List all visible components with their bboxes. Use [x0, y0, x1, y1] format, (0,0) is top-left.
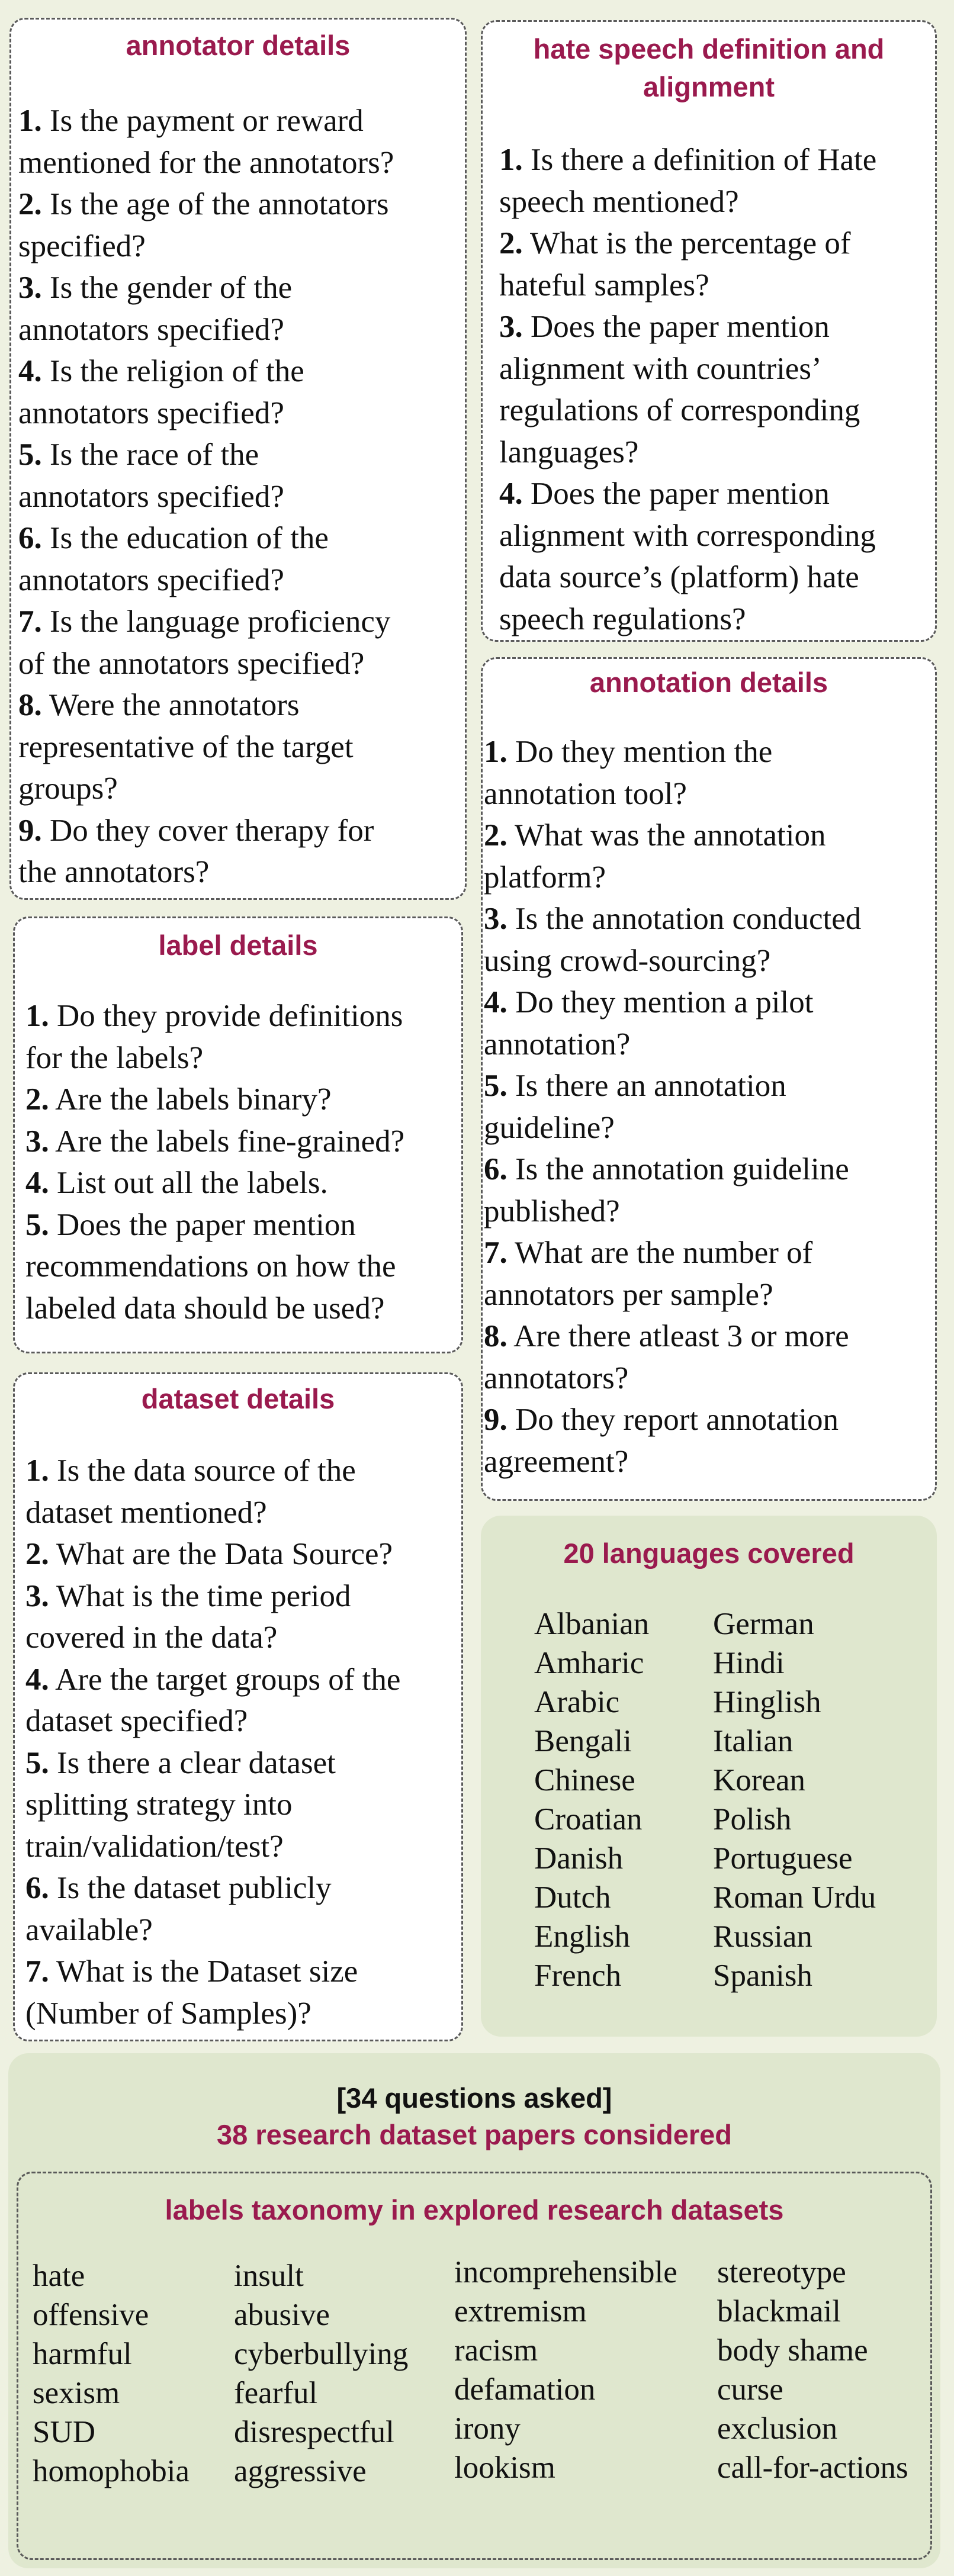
question-text: covered in the data? — [25, 1620, 278, 1655]
question-line-continuation — [18, 643, 394, 685]
annotator-details-title: annotator details — [126, 30, 351, 61]
question-line-continuation — [25, 1909, 400, 1951]
list-item: English — [534, 1919, 630, 1954]
question-line — [18, 100, 394, 142]
question-line — [25, 1450, 400, 1492]
list-item: insult — [234, 2259, 304, 2293]
question-number: 1. — [499, 143, 523, 177]
list-item: abusive — [234, 2298, 330, 2332]
question-line-continuation — [499, 515, 876, 557]
question-number: 3. — [25, 1124, 49, 1159]
question-text: specified? — [18, 229, 146, 263]
question-line-continuation — [18, 226, 394, 268]
list-item: extremism — [454, 2294, 587, 2329]
question-number: 2. — [499, 226, 523, 261]
question-line — [25, 1659, 400, 1701]
question-line — [25, 1951, 400, 1993]
question-text: data source’s (platform) hate — [499, 560, 859, 594]
question-text: recommendations on how the — [25, 1249, 396, 1284]
question-line-continuation — [18, 559, 394, 602]
question-number: 2. — [25, 1082, 49, 1117]
question-line-continuation — [484, 940, 861, 982]
question-text: Is the annotation guideline — [515, 1152, 849, 1186]
question-line — [25, 1533, 400, 1575]
question-number: 3. — [25, 1578, 49, 1613]
question-number: 4. — [25, 1662, 49, 1697]
question-number: 6. — [25, 1871, 49, 1905]
question-number: 3. — [484, 902, 507, 936]
question-line-continuation — [499, 265, 876, 307]
list-item: racism — [454, 2333, 538, 2368]
question-line-continuation — [484, 1358, 861, 1400]
question-text: Do they report annotation — [515, 1403, 839, 1437]
question-text: speech mentioned? — [499, 184, 739, 219]
hate-speech-title-line-1: hate speech definition and — [533, 33, 885, 65]
question-line-continuation — [499, 348, 876, 390]
question-line — [18, 267, 394, 309]
question-line-continuation — [499, 181, 876, 223]
question-text: Is the annotation conducted — [515, 902, 862, 936]
list-item: Roman Urdu — [713, 1880, 876, 1915]
question-text: groups? — [18, 771, 118, 806]
languages-column-2 — [713, 1604, 876, 1995]
question-text: Is there a clear dataset — [57, 1745, 336, 1780]
question-text: mentioned for the annotators? — [18, 145, 394, 180]
list-item: stereotype — [717, 2255, 846, 2289]
question-line — [25, 1867, 400, 1909]
question-line-continuation — [25, 1617, 400, 1659]
question-line — [25, 1742, 400, 1784]
question-text: annotators specified? — [18, 479, 284, 514]
question-line — [18, 810, 394, 852]
question-line — [484, 982, 861, 1024]
question-line — [484, 1149, 861, 1191]
question-line — [18, 184, 394, 226]
list-item: call-for-actions — [717, 2450, 908, 2485]
question-number: 4. — [484, 985, 507, 1020]
annotator-details-box — [9, 18, 467, 900]
question-text: annotation tool? — [484, 776, 687, 811]
question-line — [484, 1399, 861, 1441]
question-line-continuation — [25, 1826, 400, 1868]
question-text: Is the age of the annotators — [50, 187, 389, 221]
list-item: Arabic — [534, 1685, 620, 1719]
question-line-continuation — [25, 1492, 400, 1534]
question-text: Is there a definition of Hate — [531, 143, 877, 177]
question-text: (Number of Samples)? — [25, 1996, 311, 2031]
languages-title: 20 languages covered — [563, 1538, 855, 1569]
list-item: lookism — [454, 2450, 555, 2485]
list-item: body shame — [717, 2333, 868, 2368]
question-number: 6. — [484, 1152, 507, 1186]
question-line-continuation — [484, 1191, 861, 1233]
question-text: Is the gender of the — [50, 271, 293, 305]
question-number: 5. — [25, 1745, 49, 1780]
taxonomy-column-4 — [717, 2253, 908, 2487]
question-line — [25, 995, 404, 1037]
question-line-continuation — [484, 1107, 861, 1149]
taxonomy-column-1 — [33, 2256, 189, 2491]
question-line-continuation — [25, 1700, 400, 1742]
hate-speech-title-line-2: alignment — [643, 71, 775, 102]
question-text: annotators per sample? — [484, 1277, 773, 1312]
question-line — [18, 517, 394, 559]
list-item: Albanian — [534, 1607, 650, 1641]
list-item: incomprehensible — [454, 2255, 677, 2289]
question-text: annotators specified? — [18, 562, 284, 597]
question-text: What is the percentage of — [530, 226, 851, 261]
question-text: What is the Dataset size — [56, 1954, 358, 1989]
question-number: 5. — [484, 1069, 507, 1103]
languages-column-1 — [534, 1604, 649, 1995]
hate-speech-questions — [499, 139, 876, 640]
question-line — [484, 1232, 861, 1274]
list-item: French — [534, 1958, 622, 1993]
dataset-questions — [25, 1450, 400, 2034]
taxonomy-box — [17, 2172, 932, 2560]
question-line-continuation — [25, 1993, 400, 2035]
question-text: speech regulations? — [499, 602, 746, 636]
list-item: cyberbullying — [234, 2337, 409, 2371]
questions-count: [34 questions asked] — [336, 2082, 612, 2114]
question-number: 1. — [25, 1453, 49, 1488]
question-line — [484, 898, 861, 940]
question-text: Is the race of the — [50, 438, 259, 472]
question-number: 3. — [18, 271, 42, 305]
annotator-questions — [18, 100, 394, 893]
question-line — [484, 815, 861, 857]
question-text: hateful samples? — [499, 268, 709, 303]
question-text: What are the number of — [515, 1236, 813, 1270]
question-text: Is the payment or reward — [50, 104, 364, 138]
list-item: Portuguese — [713, 1841, 853, 1876]
question-text: dataset mentioned? — [25, 1495, 267, 1530]
list-item: SUD — [33, 2415, 96, 2449]
question-text: annotators specified? — [18, 395, 284, 430]
question-number: 7. — [25, 1954, 49, 1989]
question-number: 1. — [484, 735, 507, 769]
question-line-continuation — [18, 476, 394, 518]
question-text: Is the language proficiency — [50, 604, 391, 639]
list-item: Croatian — [534, 1802, 643, 1837]
question-text: Is there an annotation — [515, 1069, 786, 1103]
summary-panel — [8, 2053, 940, 2568]
list-item: defamation — [454, 2372, 596, 2407]
list-item: Russian — [713, 1919, 812, 1954]
question-text: representative of the target — [18, 729, 354, 764]
question-text: Do they cover therapy for — [50, 813, 374, 848]
dataset-details-box — [13, 1372, 463, 2041]
annotation-questions — [484, 731, 861, 1482]
list-item: Italian — [713, 1724, 794, 1758]
question-line-continuation — [25, 1784, 400, 1826]
question-line-continuation — [25, 1037, 404, 1079]
question-text: guideline? — [484, 1110, 615, 1145]
question-line — [25, 1079, 404, 1121]
question-text: annotators? — [484, 1361, 629, 1395]
question-text: What is the time period — [56, 1578, 351, 1613]
list-item: curse — [717, 2372, 783, 2407]
papers-count: 38 research dataset papers considered — [217, 2119, 732, 2150]
list-item: Danish — [534, 1841, 624, 1876]
list-item: German — [713, 1607, 814, 1641]
question-number: 4. — [25, 1166, 49, 1200]
taxonomy-column-2 — [234, 2256, 408, 2491]
question-text: annotators specified? — [18, 312, 284, 347]
question-line — [484, 1065, 861, 1107]
question-line-continuation — [484, 857, 861, 899]
question-text: agreement? — [484, 1444, 629, 1479]
question-number: 3. — [499, 310, 523, 344]
question-text: Are the labels binary? — [55, 1082, 332, 1117]
list-item: Spanish — [713, 1958, 812, 1993]
list-item: offensive — [33, 2298, 149, 2332]
question-line — [499, 473, 876, 515]
question-text: alignment with corresponding — [499, 518, 876, 553]
question-number: 6. — [18, 521, 42, 555]
list-item: harmful — [33, 2337, 132, 2371]
list-item: irony — [454, 2411, 521, 2446]
question-line — [25, 1575, 400, 1617]
question-number: 8. — [18, 688, 42, 722]
question-number: 4. — [499, 477, 523, 511]
question-line — [25, 1162, 404, 1204]
label-questions — [25, 995, 404, 1329]
question-text: available? — [25, 1912, 153, 1947]
list-item: exclusion — [717, 2411, 838, 2446]
question-line — [18, 350, 394, 393]
question-line-continuation — [18, 393, 394, 435]
question-line — [25, 1204, 404, 1246]
question-line — [18, 684, 394, 726]
question-number: 4. — [18, 354, 42, 388]
question-text: dataset specified? — [25, 1704, 248, 1738]
question-text: Is the dataset publicly — [57, 1871, 332, 1905]
question-text: Does the paper mention — [57, 1207, 356, 1242]
question-line-continuation — [499, 557, 876, 599]
question-line-continuation — [499, 390, 876, 432]
question-text: Do they mention the — [515, 735, 773, 769]
question-text: platform? — [484, 860, 606, 895]
list-item: sexism — [33, 2376, 120, 2410]
question-text: for the labels? — [25, 1040, 204, 1075]
question-text: annotation? — [484, 1027, 631, 1062]
languages-panel — [481, 1516, 937, 2037]
question-number: 5. — [18, 438, 42, 472]
question-line-continuation — [25, 1288, 404, 1330]
question-line-continuation — [18, 142, 394, 184]
question-line — [25, 1121, 404, 1163]
annotation-details-box — [481, 657, 937, 1501]
question-text: labeled data should be used? — [25, 1291, 385, 1326]
taxonomy-column-3 — [454, 2253, 677, 2487]
question-text: the annotators? — [18, 855, 210, 889]
question-text: Do they provide definitions — [57, 999, 403, 1033]
question-text: Does the paper mention — [531, 310, 830, 344]
question-number: 9. — [18, 813, 42, 848]
hate-speech-box — [481, 20, 937, 642]
taxonomy-title: labels taxonomy in explored research datasets — [165, 2194, 784, 2226]
question-text: train/validation/test? — [25, 1829, 284, 1864]
label-details-title: label details — [158, 930, 318, 961]
list-item: hate — [33, 2259, 85, 2293]
question-text: languages? — [499, 435, 639, 469]
question-line-continuation — [484, 1441, 861, 1483]
question-line — [499, 139, 876, 181]
question-text: Are there atleast 3 or more — [513, 1319, 849, 1353]
question-text: Does the paper mention — [531, 477, 830, 511]
question-text: Is the education of the — [50, 521, 329, 555]
question-number: 8. — [484, 1319, 507, 1353]
question-line — [484, 1316, 861, 1358]
list-item: Amharic — [534, 1646, 644, 1680]
question-text: List out all the labels. — [57, 1166, 328, 1200]
question-text: Is the data source of the — [57, 1453, 356, 1488]
list-item: fearful — [234, 2376, 318, 2410]
question-text: What are the Data Source? — [56, 1537, 393, 1571]
list-item: Polish — [713, 1802, 792, 1837]
question-line-continuation — [25, 1246, 404, 1288]
question-number: 7. — [484, 1236, 507, 1270]
question-text: Do they mention a pilot — [515, 985, 814, 1020]
annotation-details-title: annotation details — [589, 667, 828, 698]
question-line — [499, 306, 876, 348]
question-text: Are the labels fine-grained? — [55, 1124, 405, 1159]
question-line-continuation — [484, 1274, 861, 1316]
question-text: using crowd-sourcing? — [484, 943, 771, 978]
question-line-continuation — [18, 726, 394, 768]
question-text: published? — [484, 1194, 620, 1228]
question-number: 1. — [18, 104, 42, 138]
list-item: aggressive — [234, 2454, 367, 2488]
list-item: homophobia — [33, 2454, 189, 2488]
question-line — [484, 731, 861, 773]
question-text: Are the target groups of the — [55, 1662, 401, 1697]
question-text: Is the religion of the — [50, 354, 304, 388]
question-number: 7. — [18, 604, 42, 639]
question-line — [499, 223, 876, 265]
question-line — [18, 434, 394, 476]
question-line-continuation — [18, 309, 394, 351]
question-line-continuation — [18, 851, 394, 893]
question-line-continuation — [484, 773, 861, 815]
question-number: 2. — [18, 187, 42, 221]
question-line-continuation — [499, 432, 876, 474]
question-number: 9. — [484, 1403, 507, 1437]
question-text: alignment with countries’ — [499, 351, 822, 386]
list-item: Dutch — [534, 1880, 611, 1915]
list-item: disrespectful — [234, 2415, 394, 2449]
list-item: Chinese — [534, 1763, 635, 1797]
question-text: regulations of corresponding — [499, 393, 860, 427]
question-number: 1. — [25, 999, 49, 1033]
question-text: Were the annotators — [49, 688, 300, 722]
question-text: of the annotators specified? — [18, 646, 365, 681]
question-text: What was the annotation — [515, 818, 826, 853]
list-item: Korean — [713, 1763, 805, 1797]
question-number: 2. — [484, 818, 507, 853]
list-item: Hindi — [713, 1646, 785, 1680]
list-item: Hinglish — [713, 1685, 821, 1719]
list-item: blackmail — [717, 2294, 841, 2329]
question-line — [18, 601, 394, 643]
list-item: Bengali — [534, 1724, 632, 1758]
question-line-continuation — [18, 768, 394, 810]
question-text: splitting strategy into — [25, 1787, 293, 1822]
question-number: 2. — [25, 1537, 49, 1571]
label-details-box — [13, 916, 463, 1353]
question-number: 5. — [25, 1207, 49, 1242]
question-line-continuation — [484, 1024, 861, 1066]
question-line-continuation — [499, 599, 876, 641]
dataset-details-title: dataset details — [141, 1383, 335, 1414]
